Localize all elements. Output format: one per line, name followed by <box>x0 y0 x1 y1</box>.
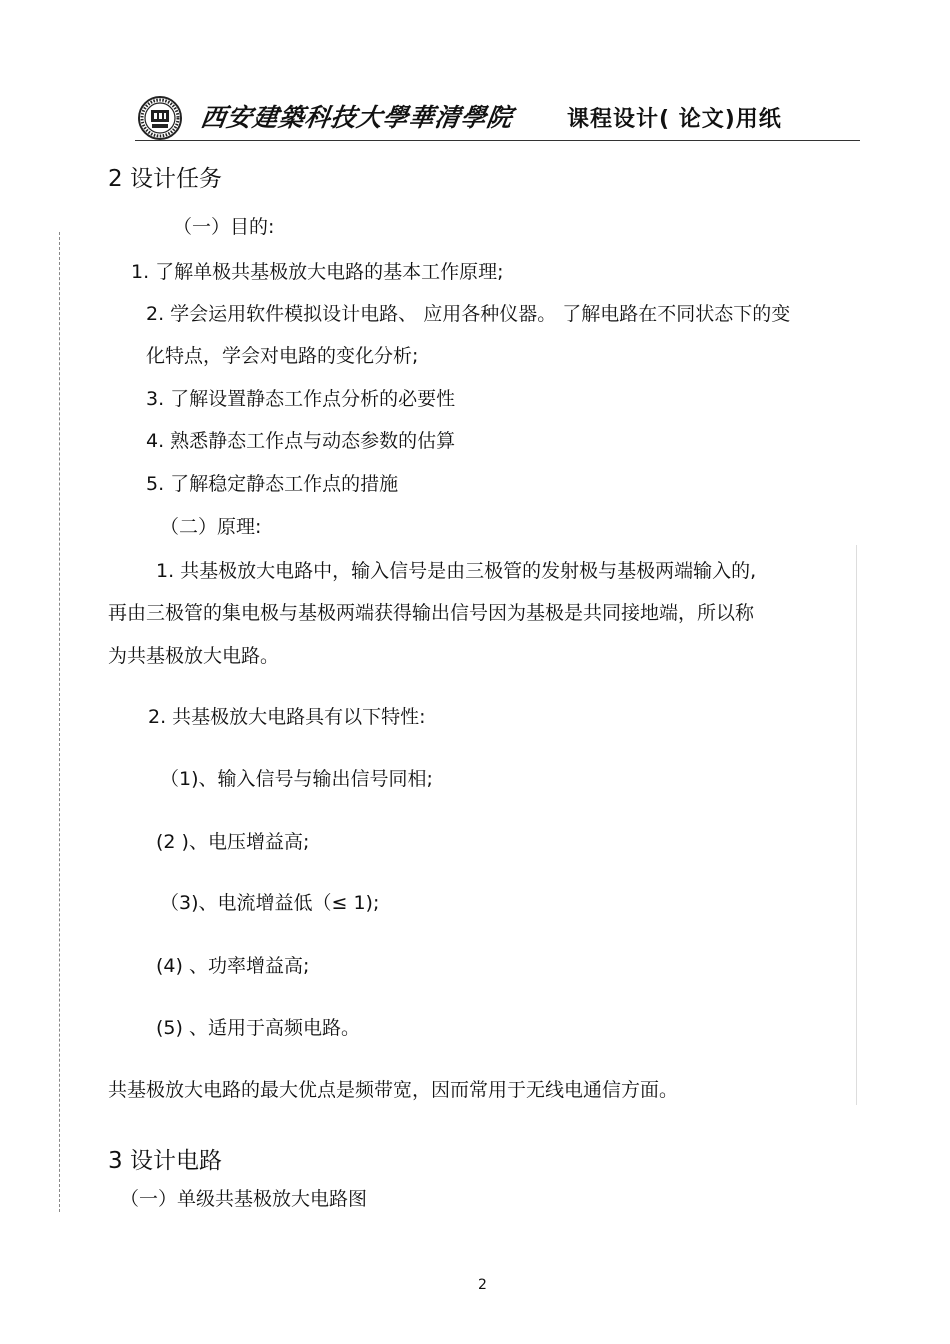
principle-p1-line3: 为共基极放大电路。 <box>108 645 280 667</box>
property-3: （3)、电流增益低（≤ 1); <box>160 892 380 914</box>
principle-heading: （二）原理: <box>160 516 262 538</box>
purpose-item-5: 5. 了解稳定静态工作点的措施 <box>146 473 399 495</box>
page-number: 2 <box>478 1277 487 1293</box>
school-seal-icon <box>138 96 182 140</box>
section-3-title: 3 设计电路 <box>108 1148 222 1174</box>
header-divider <box>135 140 860 141</box>
property-4: (4) 、功率增益高; <box>156 955 310 977</box>
principle-conclusion: 共基极放大电路的最大优点是频带宽，因而常用于无线电通信方面。 <box>108 1079 679 1101</box>
principle-p2-heading: 2. 共基极放大电路具有以下特性: <box>148 706 426 728</box>
school-name: 西安建築科技大學華清學院 <box>198 103 515 132</box>
principle-p1-line2: 再由三极管的集电极与基极两端获得输出信号因为基极是共同接地端，所以称 <box>108 602 755 624</box>
purpose-item-3: 3. 了解设置静态工作点分析的必要性 <box>146 388 456 410</box>
section-2-title: 2 设计任务 <box>108 166 222 192</box>
purpose-item-2: 2. 学会运用软件模拟设计电路、 应用各种仪器。 了解电路在不同状态下的变 <box>146 303 791 325</box>
purpose-item-2-cont: 化特点，学会对电路的变化分析; <box>146 345 419 367</box>
binding-margin-line <box>59 232 60 1212</box>
right-edge-line <box>856 545 857 1105</box>
principle-p1-line1: 1. 共基极放大电路中，输入信号是由三极管的发射极与基极两端输入的, <box>156 560 757 582</box>
property-1: （1)、输入信号与输出信号同相; <box>160 768 433 790</box>
property-5: (5) 、适用于高频电路。 <box>156 1017 360 1039</box>
purpose-item-4: 4. 熟悉静态工作点与动态参数的估算 <box>146 430 456 452</box>
purpose-item-1: 1. 了解单极共基极放大电路的基本工作原理; <box>131 261 504 283</box>
section-3-subheading: （一）单级共基极放大电路图 <box>120 1188 368 1210</box>
purpose-heading: （一）目的: <box>173 216 275 238</box>
header-subtitle: 课程设计( 论文)用纸 <box>567 107 782 132</box>
property-2: (2 )、电压增益高; <box>156 831 310 853</box>
page-header <box>135 92 860 142</box>
